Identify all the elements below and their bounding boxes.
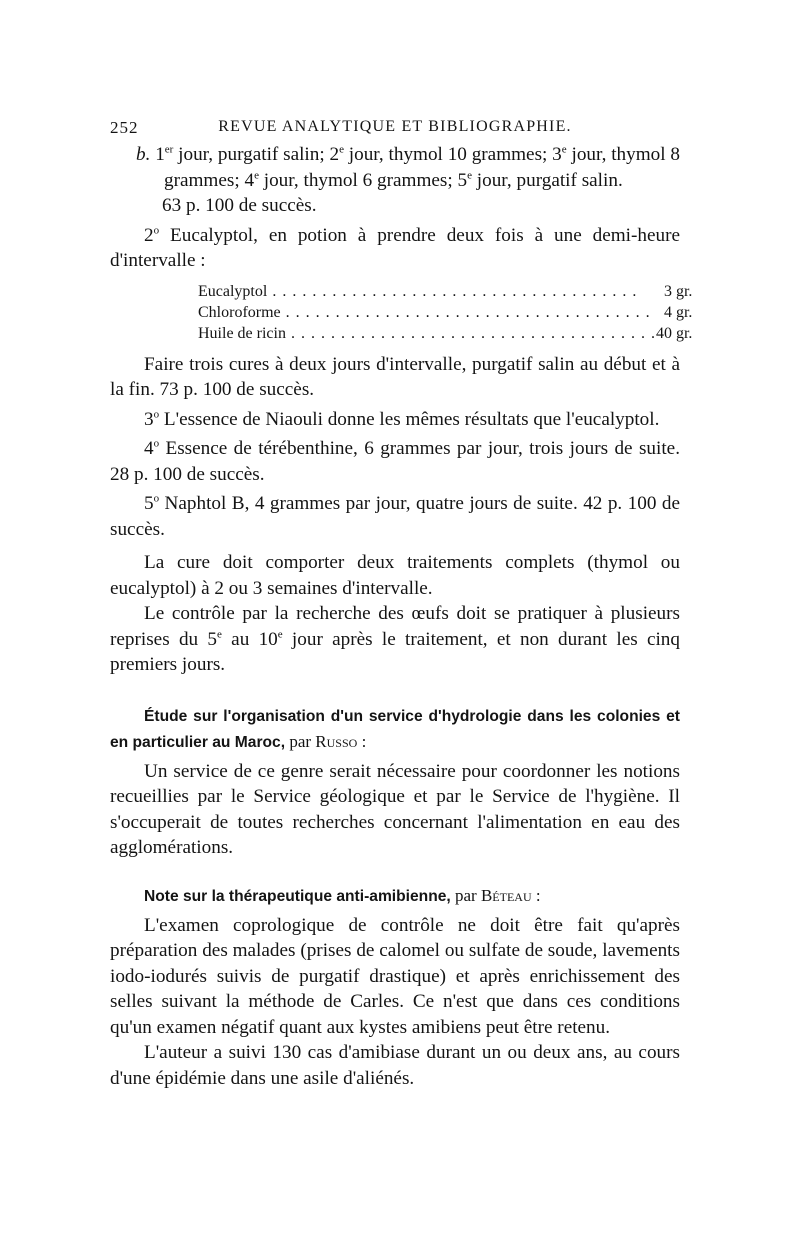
paragraph-terebenthine: 4$^o$ Essence de térébenthine, 6 grammes par jour, trois jours de suite. 28 p. 100 de succès. bbox=[110, 437, 680, 485]
running-head bbox=[110, 112, 680, 142]
paragraph-hydrologie: Un service de ce genre serait nécessaire pour coordonner les notions recueillies par le Service géologique et par le Service de l'hygiène. Il s'occuperait de toutes recherches concernant l'alimentation en eau des agglomérations. bbox=[110, 760, 680, 858]
recipe-row bbox=[198, 302, 692, 323]
section-title-hydrologie: Étude sur l'organisation d'un service d'hydrologie dans les colonies et en particulier au Maroc, par Russo : bbox=[110, 707, 680, 751]
paragraph-naphtol: 5$^o$ Naphtol B, 4 grammes par jour, quatre jours de suite. 42 p. 100 de succès. bbox=[110, 492, 680, 540]
paragraph-cure: La cure doit comporter deux traitements complets (thymol ou eucalyptol) à 2 ou 3 semaines d'intervalle. bbox=[110, 552, 680, 599]
recipe-table bbox=[198, 281, 692, 344]
item-b-label: b. bbox=[136, 144, 151, 165]
author-beteau: Béteau bbox=[480, 885, 532, 905]
paragraph-niaouli: 3$^o$ L'essence de Niaouli donne les mêmes résultats que l'eucalyptol. bbox=[144, 408, 660, 430]
author-russo: Russo bbox=[315, 731, 358, 751]
recipe-row bbox=[198, 281, 692, 302]
item-b-schedule: b. 1er jour, purgatif salin; 2e jour, thymol 10 grammes; 3e jour, thymol 8 grammes; 4e jour, thymol 6 grammes; 5e jour, purgatif salin. bbox=[136, 143, 680, 191]
running-title: REVUE ANALYTIQUE ET BIBLIOGRAPHIE. bbox=[218, 118, 572, 135]
paragraph-amibienne-1: L'examen coprologique de contrôle ne doit être fait qu'après préparation des malades (prises de calomel ou sulfate de soude, lavements iodo-iodurés suivis de purgatif drastique) et après enrichissement des selles suivant la méthode de Carles. Ce n'est que dans ces conditions qu'un examen négatif quant aux kystes amibiens peut être retenu. bbox=[110, 914, 680, 1038]
item-b-result: 63 p. 100 de succès. bbox=[162, 195, 317, 216]
recipe-ingredient: Chloroforme . . . bbox=[198, 302, 656, 323]
recipe-quantity: 3 gr. bbox=[663, 282, 693, 300]
recipe-quantity: 4 gr. bbox=[663, 303, 693, 321]
recipe-row bbox=[198, 323, 692, 344]
paragraph-amibienne-2: L'auteur a suivi 130 cas d'amibiase durant un ou deux ans, au cours d'une épidémie dans une asile d'aliénés. bbox=[110, 1042, 680, 1089]
paragraph-cures: Faire trois cures à deux jours d'intervalle, purgatif salin au début et à la fin. 73 p. 100 de succès. bbox=[110, 353, 680, 400]
recipe-quantity: 40 gr. bbox=[655, 324, 693, 342]
page-number: 252 bbox=[110, 118, 139, 137]
section-title-amibienne: Note sur la thérapeutique anti-amibienne, par Béteau : bbox=[144, 885, 541, 905]
recipe-ingredient: Eucalyptol . . . bbox=[198, 281, 656, 302]
paragraph-controle: Le contrôle par la recherche des œufs doit se pratiquer à plusieurs reprises du 5e au 10e jour après le traitement, et non durant les cinq premiers jours. bbox=[110, 603, 680, 675]
recipe-ingredient: Huile de ricin . . . bbox=[198, 323, 656, 344]
item-2-eucalyptol: 2$^o$ Eucalyptol, en potion à prendre deux fois à une demi-heure d'intervalle : bbox=[110, 224, 680, 271]
document-page bbox=[110, 112, 693, 1091]
